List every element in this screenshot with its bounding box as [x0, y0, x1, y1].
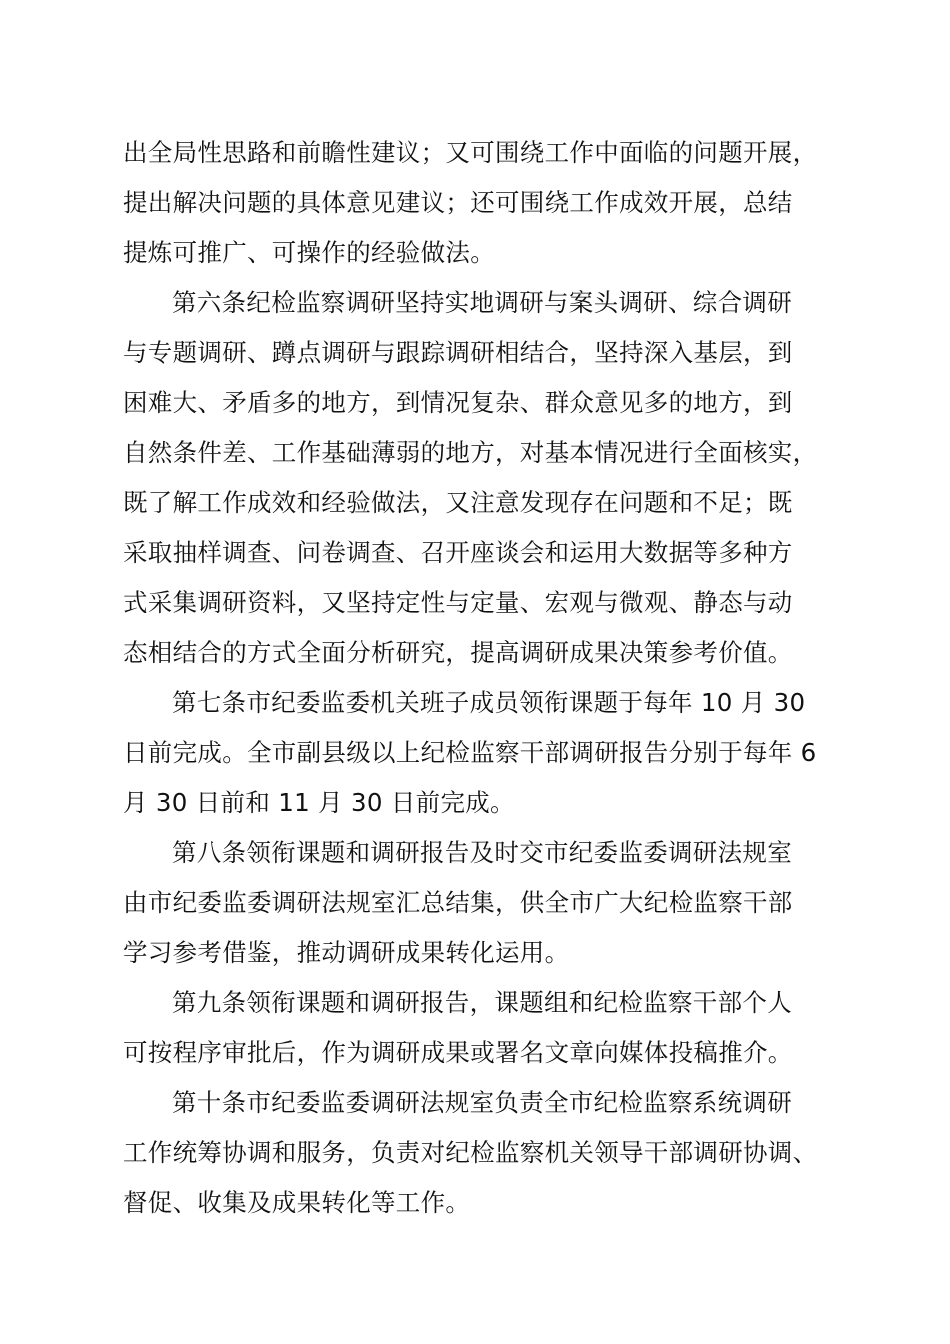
text-line: 既了解工作成效和经验做法，又注意发现存在问题和不足；既 [123, 488, 793, 517]
paragraph-article-9 [123, 978, 868, 1078]
text-line: 可按程序审批后，作为调研成果或署名文章向媒体投稿推介。 [123, 1038, 793, 1067]
text-line: 式采集调研资料，又坚持定性与定量、宏观与微观、静态与动 [123, 588, 793, 617]
text-line: 困难大、矛盾多的地方，到情况复杂、群众意见多的地方，到 [123, 388, 793, 417]
text-line: 提炼可推广、可操作的经验做法。 [123, 238, 495, 267]
text-line: 与专题调研、蹲点调研与跟踪调研相结合，坚持深入基层，到 [123, 338, 793, 367]
paragraph-article-10 [123, 1078, 868, 1228]
paragraph-continuation [123, 128, 868, 278]
text-line: 日前完成。全市副县级以上纪检监察干部调研报告分别于每年 6 [123, 738, 817, 767]
text-line: 学习参考借鉴，推动调研成果转化运用。 [123, 938, 570, 967]
text-line: 自然条件差、工作基础薄弱的地方，对基本情况进行全面核实， [123, 438, 818, 467]
paragraph-article-7 [123, 678, 868, 828]
text-line: 第十条市纪委监委调研法规室负责全市纪检监察系统调研 [172, 1088, 792, 1117]
text-line: 第七条市纪委监委机关班子成员领衔课题于每年 10 月 30 [172, 688, 806, 717]
text-line: 出全局性思路和前瞻性建议；又可围绕工作中面临的问题开展， [123, 138, 818, 167]
text-line: 月 30 日前和 11 月 30 日前完成。 [123, 788, 515, 817]
text-line: 第九条领衔课题和调研报告，课题组和纪检监察干部个人 [172, 988, 792, 1017]
paragraph-article-6 [123, 278, 868, 678]
text-line: 采取抽样调查、问卷调查、召开座谈会和运用大数据等多种方 [123, 538, 793, 567]
text-line: 工作统筹协调和服务，负责对纪检监察机关领导干部调研协调、 [123, 1138, 818, 1167]
text-line: 第八条领衔课题和调研报告及时交市纪委监委调研法规室 [172, 838, 792, 867]
document-body [123, 128, 868, 1228]
paragraph-article-8 [123, 828, 868, 978]
text-line: 态相结合的方式全面分析研究，提高调研成果决策参考价值。 [123, 638, 793, 667]
text-line: 由市纪委监委调研法规室汇总结集，供全市广大纪检监察干部 [123, 888, 793, 917]
text-line: 第六条纪检监察调研坚持实地调研与案头调研、综合调研 [172, 288, 792, 317]
text-line: 提出解决问题的具体意见建议；还可围绕工作成效开展，总结 [123, 188, 793, 217]
text-line: 督促、收集及成果转化等工作。 [123, 1188, 471, 1217]
